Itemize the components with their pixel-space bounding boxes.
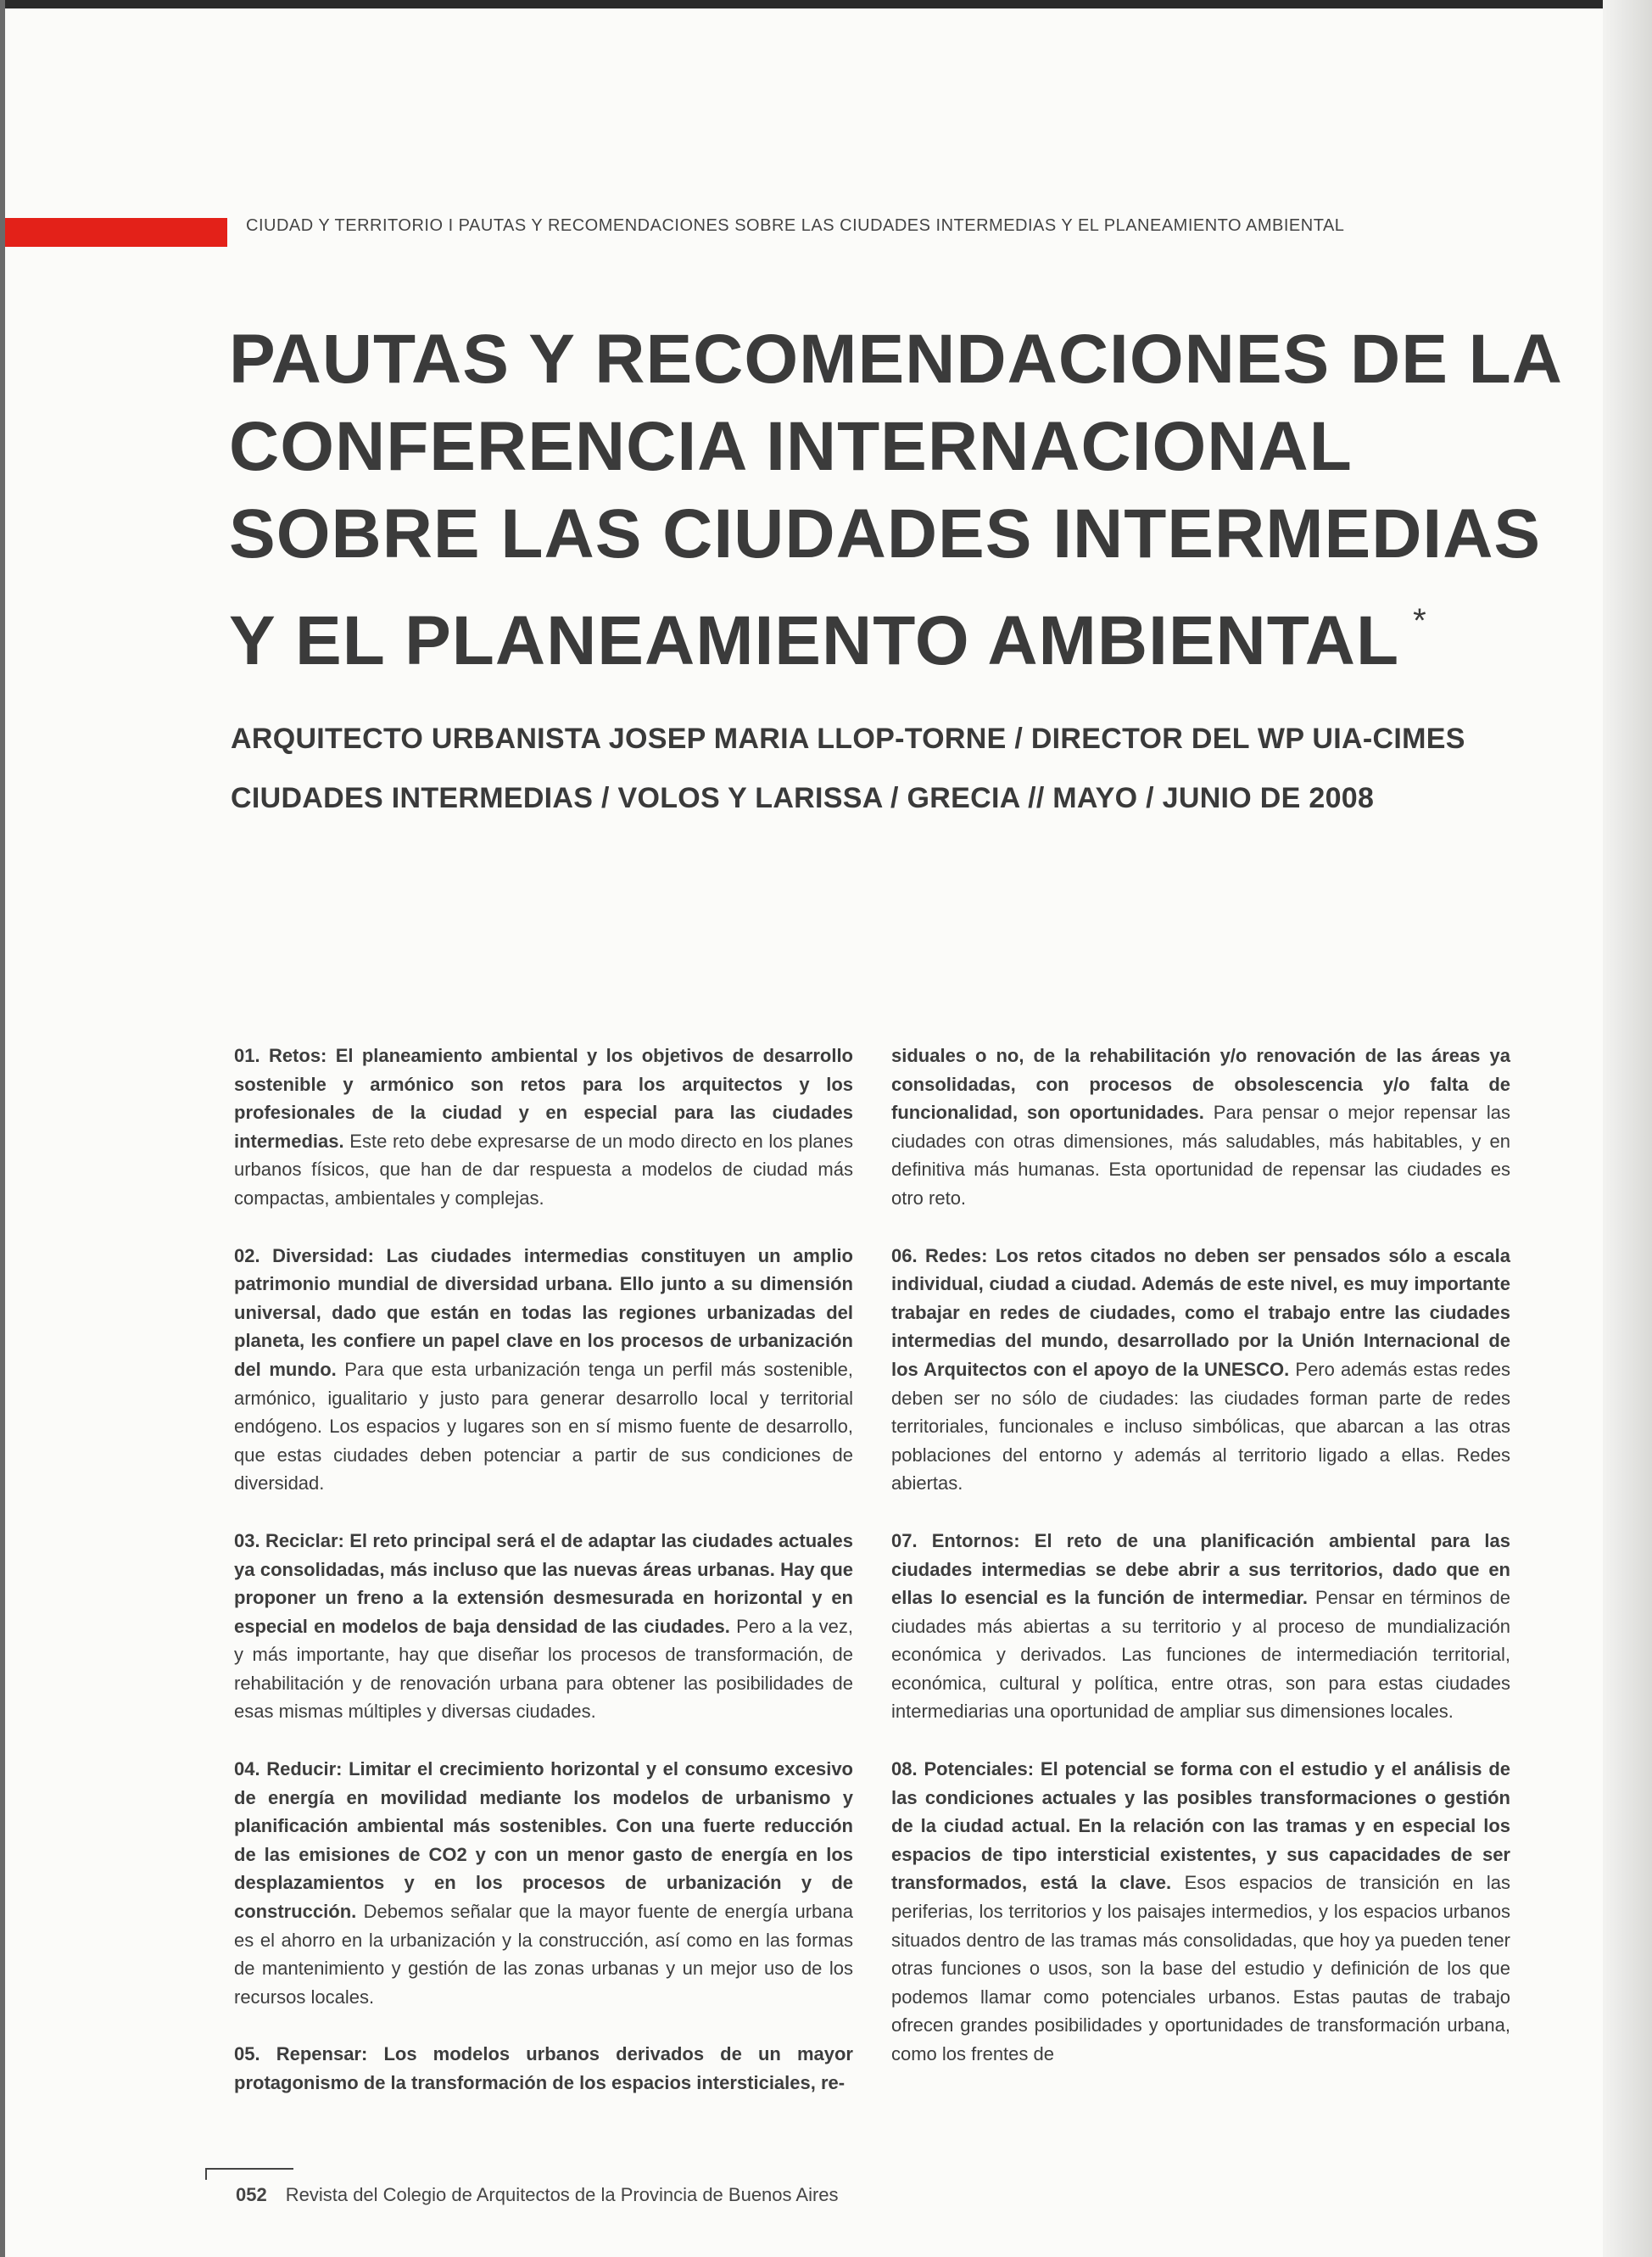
page-number: 052 [236, 2184, 267, 2205]
title-line-4-text: Y EL PLANEAMIENTO AMBIENTAL [229, 602, 1400, 679]
section-number: 05. [234, 2043, 260, 2065]
page-gutter-shadow [1603, 0, 1652, 2257]
article-title [229, 316, 1563, 684]
title-footnote-mark: * [1413, 602, 1427, 640]
section-number: 06. [891, 1244, 918, 1266]
section-number: 02. [234, 1244, 260, 1266]
section-label: Reciclar: [265, 1529, 344, 1551]
byline-author: ARQUITECTO URBANISTA JOSEP MARIA LLOP-TORNE / DIRECTOR DEL WP UIA-CIMES [231, 723, 1465, 755]
section-number: 03. [234, 1529, 260, 1551]
section-label: Entornos: [931, 1529, 1020, 1551]
section-07 [891, 1527, 1510, 1726]
text-column-right [891, 1042, 1510, 2098]
section-body: Pero a la vez, y más importante, hay que diseñar los procesos de transformación, de rehabilitación y de renovación urbana para obtener las posibilidades de esas mismas múltiples y diversas ciudades. [234, 1615, 853, 1723]
section-red-bar [5, 218, 227, 247]
section-body: Pensar en términos de ciudades más abiertas a su territorio y al proceso de mundialización económica y derivados. Las funciones de intermediación territorial, económica, cultural y política, entre otras, son para estas ciudades intermediarias una oportunidad de ampliar sus dimensiones locales. [891, 1587, 1510, 1723]
section-lead: El planeamiento ambiental y los objetivos de desarrollo sostenible y armónico son retos para los arquitectos y los profesionales de la ciudad y en especial para las ciudades intermedias. [234, 1045, 853, 1152]
scan-top-edge [0, 0, 1603, 8]
publication-name: Revista del Colegio de Arquitectos de la Provincia de Buenos Aires [285, 2184, 839, 2205]
section-label: Redes: [925, 1244, 988, 1266]
section-number: 07. [891, 1529, 918, 1551]
section-number: 08. [891, 1758, 918, 1780]
section-label: Potenciales: [924, 1758, 1035, 1780]
title-line-2: CONFERENCIA INTERNACIONAL [229, 408, 1353, 485]
section-04 [234, 1755, 853, 2011]
section-body: Pero además estas redes deben ser no sólo de ciudades: las ciudades forman parte de redes territoriales, funcionales e incluso simbólicas, que abarcan a las otras poblaciones del entorno y además al territorio ligado a ellas. Redes abiertas. [891, 1358, 1510, 1494]
section-01 [234, 1042, 853, 1213]
section-label: Repensar: [276, 2043, 368, 2065]
scan-left-edge [0, 0, 5, 2257]
section-lead: El potencial se forma con el estudio y el análisis de las condiciones actuales y las posibles transformaciones o gestión de la ciudad actual. En la relación con las tramas y en especial los espacios de tipo intersticial existentes, y sus capacidades de ser transformados, está la clave. [891, 1758, 1510, 1894]
section-label: Reducir: [266, 1758, 343, 1780]
byline-event: CIUDADES INTERMEDIAS / VOLOS Y LARISSA / GRECIA // MAYO / JUNIO DE 2008 [231, 782, 1375, 814]
section-label: Diversidad: [272, 1244, 374, 1266]
footer-rule-tick [205, 2168, 207, 2180]
section-lead: Las ciudades intermedias constituyen un amplio patrimonio mundial de diversidad urbana. Ello junto a su dimensión universal, dado que están en todas las regiones urbanizadas del planeta, les confiere un papel clave en los procesos de urbanización del mundo. [234, 1244, 853, 1380]
section-05 [234, 2040, 853, 2097]
section-body: Este reto debe expresarse de un modo directo en los planes urbanos físicos, que han de dar respuesta a modelos de ciudad más compactas, ambientales y complejas. [234, 1130, 853, 1209]
section-body: Para pensar o mejor repensar las ciudades con otras dimensiones, más saludables, más habitables, y en definitiva más humanas. Esta oportunidad de repensar las ciudades es otro reto. [891, 1102, 1511, 1209]
section-lead: El reto de una planificación ambiental para las ciudades intermedias se debe abrir a sus territorios, dado que en ellas lo esencial es la función de intermediar. [891, 1529, 1511, 1609]
title-line-4 [229, 578, 1563, 684]
section-lead: Limitar el crecimiento horizontal y el consumo excesivo de energía en movilidad mediante los modelos de urbanismo y planificación ambiental más sostenibles. Con una fuerte reducción de las emisiones de CO2 y con un menor gasto de energía en los desplazamientos y en los procesos de urbanización y de construcción. [234, 1758, 853, 1923]
title-line-1: PAUTAS Y RECOMENDACIONES DE LA [229, 321, 1563, 398]
section-lead: siduales o no, de la rehabilitación y/o renovación de las áreas ya consolidadas, con procesos de obsolescencia y/o falta de funcionalidad, son oportunidades. [891, 1045, 1510, 1124]
section-08 [891, 1755, 1510, 2069]
section-lead: El reto principal será el de adaptar las ciudades actuales ya consolidadas, más incluso que las nuevas áreas urbanas. Hay que proponer un freno a la extensión desmesurada en horizontal y en especial en modelos de baja densidad de las ciudades. [234, 1529, 853, 1637]
footer-rule [205, 2168, 293, 2170]
section-body: Esos espacios de transición en las periferias, los territorios y los paisajes intermedios, y los espacios urbanos situados dentro de las tramas más consolidadas, que hoy ya pueden tener otras funciones o usos, son la base del estudio y definición de los que podemos llamar como potenciales urbanos. Estas pautas de trabajo ofrecen grandes posibilidades y oportunidades de transformación urbana, como los frentes de [891, 1872, 1510, 2064]
section-body: Debemos señalar que la mayor fuente de energía urbana es el ahorro en la urbanización y la construcción, así como en las formas de mantenimiento y gestión de las zonas urbanas y un mejor uso de los recursos locales. [234, 1901, 853, 2008]
text-column-left [234, 1042, 853, 2126]
section-body: Para que esta urbanización tenga un perfil más sostenible, armónico, igualitario y justo para generar desarrollo local y territorial endógeno. Los espacios y lugares son en sí mismo fuente de desarrollo, que estas ciudades deben potenciar a partir de sus condiciones de diversidad. [234, 1358, 853, 1494]
section-05-continued [891, 1042, 1510, 1213]
running-head: CIUDAD Y TERRITORIO I PAUTAS Y RECOMENDACIONES SOBRE LAS CIUDADES INTERMEDIAS Y EL PLANEAMIENTO AMBIENTAL [246, 216, 1345, 235]
section-number: 01. [234, 1045, 260, 1066]
section-06 [891, 1242, 1510, 1498]
section-number: 04. [234, 1758, 260, 1780]
title-line-3: SOBRE LAS CIUDADES INTERMEDIAS [229, 495, 1542, 573]
page-footer [236, 2184, 839, 2206]
section-lead: Los retos citados no deben ser pensados sólo a escala individual, ciudad a ciudad. Además de este nivel, es muy importante trabajar en redes de ciudades, como el trabajo entre las ciudades intermedias del mundo, desarrollado por la Unión Internacional de los Arquitectos con el apoyo de la UNESCO. [891, 1244, 1510, 1380]
section-03 [234, 1527, 853, 1726]
section-label: Retos: [268, 1045, 327, 1066]
section-lead: Los modelos urbanos derivados de un mayor protagonismo de la transformación de los espacios intersticiales, re- [234, 2043, 853, 2093]
section-02 [234, 1242, 853, 1498]
